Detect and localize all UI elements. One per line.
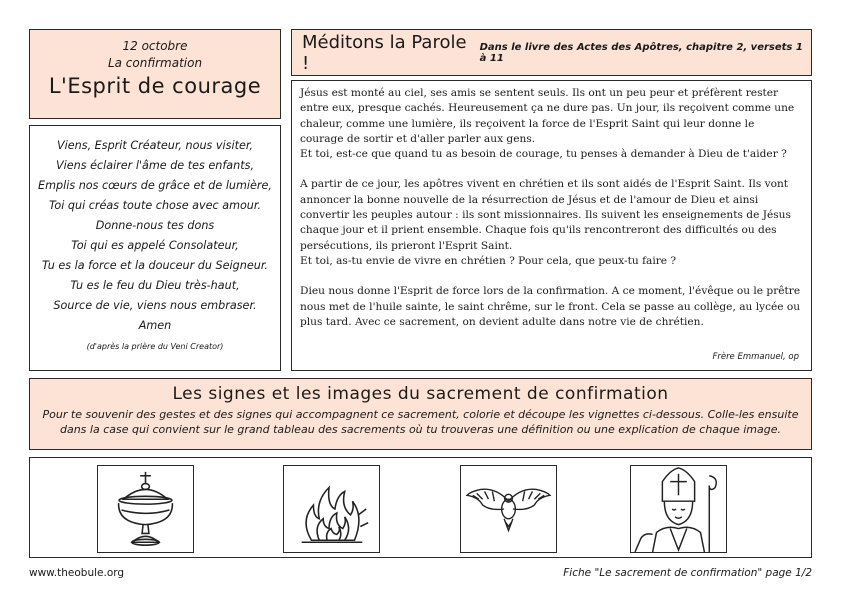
vignette-dove[interactable] xyxy=(460,465,557,553)
prayer-line: Donne-nous tes dons xyxy=(95,219,215,232)
paragraph-spacer xyxy=(300,162,801,177)
meditation-text xyxy=(291,80,812,371)
prayer-line: Viens éclairer l'âme de tes enfants, xyxy=(55,159,255,172)
prayer-line: Viens, Esprit Créateur, nous visiter, xyxy=(57,139,253,152)
bishop-icon xyxy=(631,466,726,552)
prayer-source: (d'après la prière du Veni Creator) xyxy=(86,342,224,351)
meditation-paragraph: Et toi, est-ce que quand tu as besoin de courage, tu penses à demander à Dieu de t'aider ? xyxy=(300,148,787,161)
prayer-box xyxy=(29,125,281,371)
meditation-reference: Dans le livre des Actes des Apôtres, chapitre 2, versets 1 à 11 xyxy=(479,41,803,64)
vignette-fire[interactable] xyxy=(283,465,380,553)
meditation-paragraph: Jésus est monté au ciel, ses amis se sentent seuls. Ils ont un peu peur et préfèrent rester entre eux, presque cachés. Heureusement ça ne dure pas. Un jour, ils reçoivent comme une chaleur, comme une lumière, ils reçoivent la force de l'Esprit Saint qui leur donne le courage de sortir et d'aller parler aux gens. xyxy=(300,87,795,145)
prayer-line: Tu es le feu du Dieu très-haut, xyxy=(70,279,240,292)
prayer-line: Toi qui créas toute chose avec amour. xyxy=(48,199,262,212)
prayer-lines xyxy=(30,136,280,336)
prayer-line: Source de vie, viens nous embraser. xyxy=(53,299,257,312)
website-link[interactable]: www.theobule.org xyxy=(29,567,125,579)
meditation-paragraph: A partir de ce jour, les apôtres vivent en chrétien et ils sont aidés de l'Esprit Saint. Ils vont annoncer la bonne nouvelle de la résurrection de Jésus et de l'amour de Dieu et ainsi convertir les peuples autour : ils sont missionnaires. Ils suivent les enseignements de Jésus chaque jour et il prient ensemble. Chaque fois qu'ils rencontreront des difficultés ou des persécutions, ils prieront l'Esprit Saint. xyxy=(300,178,791,252)
prayer-line: Toi qui es appelé Consolateur, xyxy=(71,239,239,252)
vignette-chrism[interactable] xyxy=(97,465,194,553)
signs-title: Les signes et les images du sacrement de confirmation xyxy=(172,384,669,404)
prayer-line: Emplis nos cœurs de grâce et de lumière, xyxy=(38,179,272,192)
lesson-header xyxy=(29,29,281,119)
chrism-vessel-icon xyxy=(98,466,193,552)
prayer-line: Tu es la force et la douceur du Seigneur. xyxy=(42,259,268,272)
meditation-paragraph: Dieu nous donne l'Esprit de force lors de la confirmation. A ce moment, l'évêque ou le prêtre nous met de l'huile sainte, le saint chrême, sur le front. Cela se passe au collège, au lycée ou plus tard. Avec ce sacrement, on devient adulte dans notre vie de chrétien. xyxy=(300,285,801,328)
paragraph-spacer xyxy=(300,269,801,284)
meditation-header xyxy=(291,29,812,76)
page-label: Fiche "Le sacrement de confirmation" page 1/2 xyxy=(563,567,812,579)
signs-banner xyxy=(29,378,812,450)
dove-icon xyxy=(461,466,556,552)
prayer-line: Amen xyxy=(138,319,172,332)
lesson-occasion: La confirmation xyxy=(107,56,203,70)
lesson-title: L'Esprit de courage xyxy=(48,74,262,98)
vignette-bishop[interactable] xyxy=(630,465,727,553)
lesson-date: 12 octobre xyxy=(122,39,188,53)
meditation-title: Méditons la Parole ! xyxy=(302,31,467,74)
signs-description: Pour te souvenir des gestes et des signes qui accompagnent ce sacrement, colorie et découpe les vignettes ci-dessous. Colle-les ensuite dans la case qui convient sur le grand tableau des sacrements où tu trouveras une définition ou une explication de chaque image. xyxy=(42,408,799,436)
author-signature: Frère Emmanuel, op xyxy=(712,352,799,362)
vignettes-row xyxy=(29,457,812,558)
fire-icon xyxy=(284,466,379,552)
meditation-paragraph: Et toi, as-tu envie de vivre en chrétien ? Pour cela, que peux-tu faire ? xyxy=(300,254,677,267)
